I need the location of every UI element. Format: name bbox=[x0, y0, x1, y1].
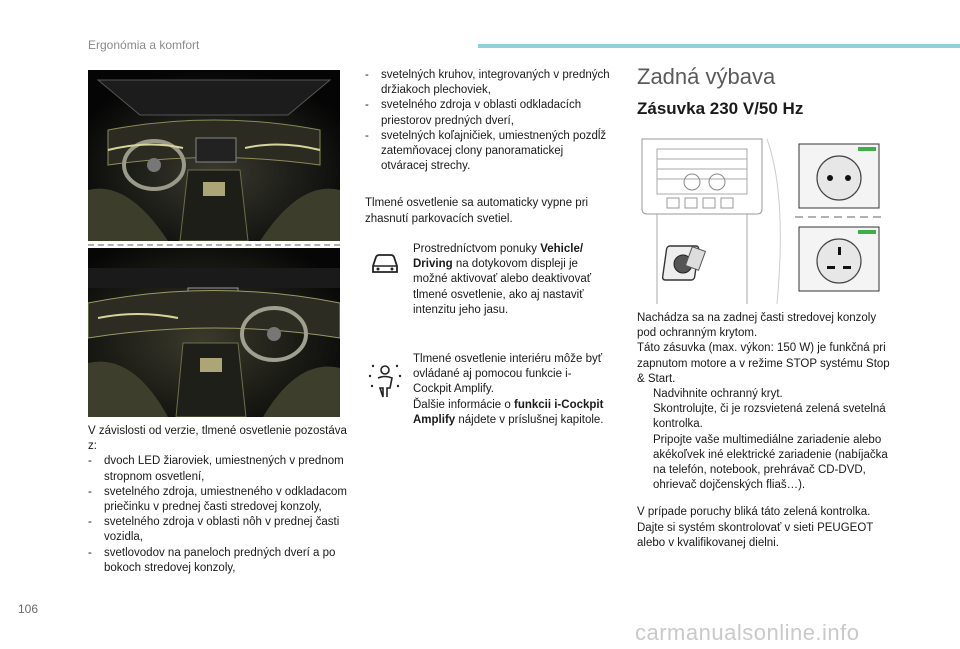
list-item: - svetelných koľajničiek, umiestnených pozdĺž zatemňovacej clony panoramatickej otváracej strechy. bbox=[365, 129, 607, 173]
interior-photo-top bbox=[88, 70, 340, 241]
menu-name: Vehicle/ Driving bbox=[413, 243, 584, 271]
watermark: carmanualsonline.info bbox=[635, 620, 860, 645]
divider bbox=[88, 244, 340, 246]
amplify-note: Tlmené osvetlenie interiéru môže byť ovládané aj pomocou funkcie i-Cockpit Amplify. Ďalšie informácie o funkcii i-Cockpit Amplify nájdete v príslušnej kapitole. bbox=[365, 352, 610, 442]
list-item: - svetelného zdroja, umiestneného v odkladacom priečinku v prednej časti stredovej konzoly, bbox=[88, 485, 347, 514]
list-item: Pripojte vaše multimediálne zariadenie alebo akékoľvek iné elektrické zariadenie (nabíjačka na telefón, notebook, prehrávač CD-DVD, ohrievač dojčenských fliaš…). bbox=[653, 433, 888, 492]
auto-off-text: Tlmené osvetlenie sa automaticky vypne pri zhasnutí parkovacích svetiel. bbox=[365, 197, 589, 225]
list-item: Skontrolujte, či je rozsvietená zelená svetelná kontrolka. bbox=[653, 403, 886, 431]
socket-description: Nachádza sa na zadnej časti stredovej konzoly pod ochranným krytom. Táto zásuvka (max. výkon: 150 W) je funkčná pri zapnutom motore a v režime STOP systému Stop & Start. Nadvihnite ochranný kryt. Skontrolujte, či je rozsvietená zelená svetelná kontrolka. Pripojte vaše multimediálne zariadenie alebo akékoľvek iné elektrické zariadenie (nabíjačka na telefón, notebook, prehrávač CD-DVD, ohrievač dojčenských fliaš…). V prípade poruchy bliká táto zelená kontrolka. Dajte si systém skontrolovať v sieti PEUGEOT alebo v kvalifikovanej dielni. bbox=[637, 311, 897, 551]
feature-name: funkcii i-Cockpit Amplify bbox=[413, 398, 604, 426]
section-subtitle: Zásuvka 230 V/50 Hz bbox=[637, 99, 804, 118]
section-title: Zadná výbava bbox=[637, 64, 776, 89]
vehicle-driving-note: Prostredníctvom ponuky Vehicle/ Driving na dotykovom displeji je možné aktivovať alebo deaktivovať tlmené osvetlenie, ako aj nastaviť intenzitu jeho jasu. bbox=[365, 242, 610, 322]
car-settings-icon bbox=[365, 242, 405, 282]
list-item: Nadvihnite ochranný kryt. bbox=[653, 388, 783, 401]
intro-text: V závislosti od verzie, tlmené osvetlenie pozostáva z: bbox=[88, 425, 347, 453]
list-item: - svetelného zdroja v oblasti odkladacích priestorov predných dverí, bbox=[365, 99, 582, 127]
page-number: 106 bbox=[18, 602, 39, 616]
list-item: - svetelného zdroja v oblasti nôh v prednej časti vozidla, bbox=[88, 516, 340, 544]
list-item: - svetlovodov na paneloch predných dverí a po bokoch stredovej konzoly, bbox=[88, 546, 336, 574]
dim-lighting-intro bbox=[88, 424, 348, 576]
header-accent-bar bbox=[478, 44, 960, 48]
socket-illustration bbox=[637, 134, 883, 304]
dim-lighting-list-cont bbox=[365, 68, 610, 227]
section-header: Ergonómia a komfort bbox=[88, 38, 200, 52]
interior-photo-bottom bbox=[88, 248, 340, 417]
list-item: - dvoch LED žiaroviek, umiestnených v prednom stropnom osvetlení, bbox=[88, 455, 344, 483]
person-light-icon bbox=[365, 360, 405, 400]
list-item: - svetelných kruhov, integrovaných v predných držiakoch plechoviek, bbox=[365, 69, 610, 97]
